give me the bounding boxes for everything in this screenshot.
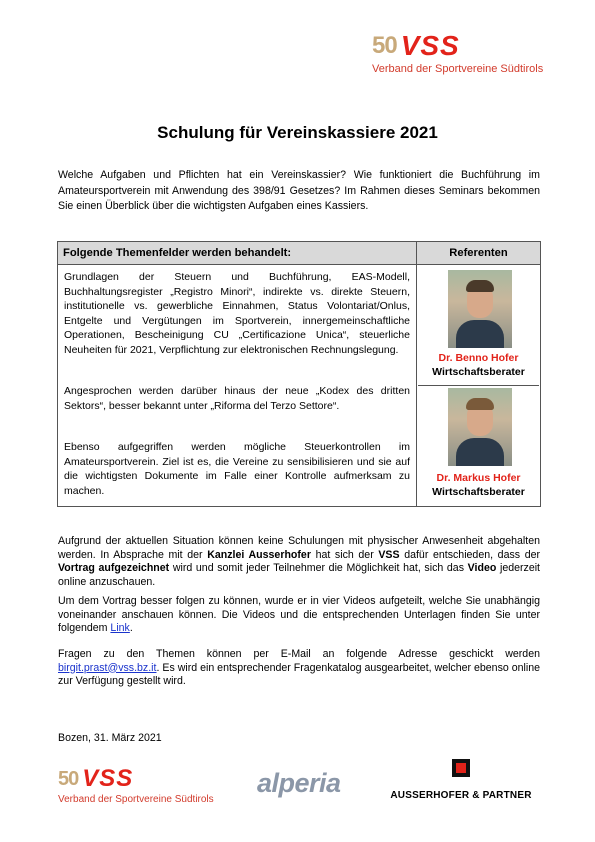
info-paragraph-recording: Aufgrund der aktuellen Situation können keine Schulungen mit physischer Anwesenheit abgehalten werden. In Absprache mit der Kanzlei Ausserhofer hat sich der VSS dafür entschieden, dass der Vortrag aufgezeichnet wird und somit jeder Teilnehmer die Möglichkeit hat, sich das Video jederzeit online anzuschauen. bbox=[58, 535, 541, 588]
topics-cell bbox=[58, 265, 417, 507]
speakers-cell bbox=[417, 265, 541, 507]
logo-subtitle: Verband der Sportvereine Südtirols bbox=[58, 794, 214, 805]
topic-paragraph-2: Angesprochen werden darüber hinaus der neue „Kodex des dritten Sektors“, besser bekannt unter „Riforma del Terzo Settore“. bbox=[64, 385, 410, 412]
page-title: Schulung für Vereinskassiere 2021 bbox=[157, 123, 438, 142]
info-paragraph-questions: Fragen zu den Themen können per E-Mail an folgende Adresse geschickt werden birgit.prast@vss.bz.it. Es wird ein entsprechender Fragenkatalog ausgearbeitet, welcher ebenso online zur Verfügung gestellt wird. bbox=[58, 648, 540, 687]
speaker-role: Wirtschaftsberater bbox=[432, 486, 525, 498]
date-line: Bozen, 31. März 2021 bbox=[58, 732, 162, 744]
topics-header: Folgende Themenfelder werden behandelt: bbox=[58, 242, 417, 265]
speaker-photo bbox=[448, 270, 512, 348]
ausserhofer-logo bbox=[390, 759, 532, 801]
logo-brand: VSS bbox=[82, 765, 134, 792]
ausserhofer-name: AUSSERHOFER & PARTNER bbox=[390, 790, 532, 801]
vss-logo-footer bbox=[58, 765, 228, 805]
speaker-name: Dr. Benno Hofer bbox=[438, 352, 519, 364]
logo-brand: VSS bbox=[400, 30, 460, 61]
alperia-logo: alperia bbox=[257, 768, 341, 798]
topic-paragraph-3: Ebenso aufgegriffen werden mögliche Steuerkontrollen im Amateursportverein. Ziel ist es, die Vereine zu sensibilisieren und sie auf die wichtigsten Dokumente im Falle einer Kontrolle aufmerksam zu machen. bbox=[64, 441, 410, 497]
email-link[interactable]: birgit.prast@vss.bz.it bbox=[58, 661, 157, 674]
logo-anniversary-number: 50 bbox=[58, 767, 79, 790]
intro-paragraph: Welche Aufgaben und Pflichten hat ein Vereinskassier? Wie funktioniert die Buchführung im Amateursportverein mit Anwendung des 398/91 Gesetzes? Im Rahmen dieses Seminars bekommen Sie einen Überblick über die wichtigsten Aufgaben eines Kassiers. bbox=[58, 169, 540, 212]
logo-anniversary-number: 50 bbox=[372, 32, 397, 59]
topic-paragraph-1: Grundlagen der Steuern und Buchführung, EAS-Modell, Buchhaltungsregister „Registro Minori“, indirekte vs. direkte Steuern, institutionelle vs. gewerbliche Einnahmen, Status Volontariat/Onlus, Entgelte und Vergütungen im Sportverein, innergemeinschaftliche Operationen, Bescheinigung CU „Certificazione Unica“, steuerliche Neuheiten für 2021, Verpflichtung zur elektronischen Rechnungslegung. bbox=[64, 271, 410, 356]
info-paragraph-videos: Um dem Vortrag besser folgen zu können, wurde er in vier Videos aufgeteilt, welche Sie unabhängig voneinander anschauen können. Die Videos und die entsprechenden Unterlagen finden Sie unter folgendem Link. bbox=[58, 595, 540, 634]
speaker-name: Dr. Markus Hofer bbox=[436, 472, 521, 484]
videos-link[interactable]: Link bbox=[110, 622, 130, 634]
speaker-card bbox=[418, 266, 539, 386]
speaker-role: Wirtschaftsberater bbox=[432, 366, 525, 378]
speakers-header: Referenten bbox=[417, 242, 541, 265]
vss-logo-header bbox=[372, 30, 564, 75]
speaker-photo bbox=[448, 388, 512, 466]
speaker-card bbox=[418, 386, 539, 505]
ausserhofer-mark-icon bbox=[452, 759, 470, 777]
logo-subtitle: Verband der Sportvereine Südtirols bbox=[372, 63, 544, 75]
topics-table bbox=[57, 241, 541, 507]
